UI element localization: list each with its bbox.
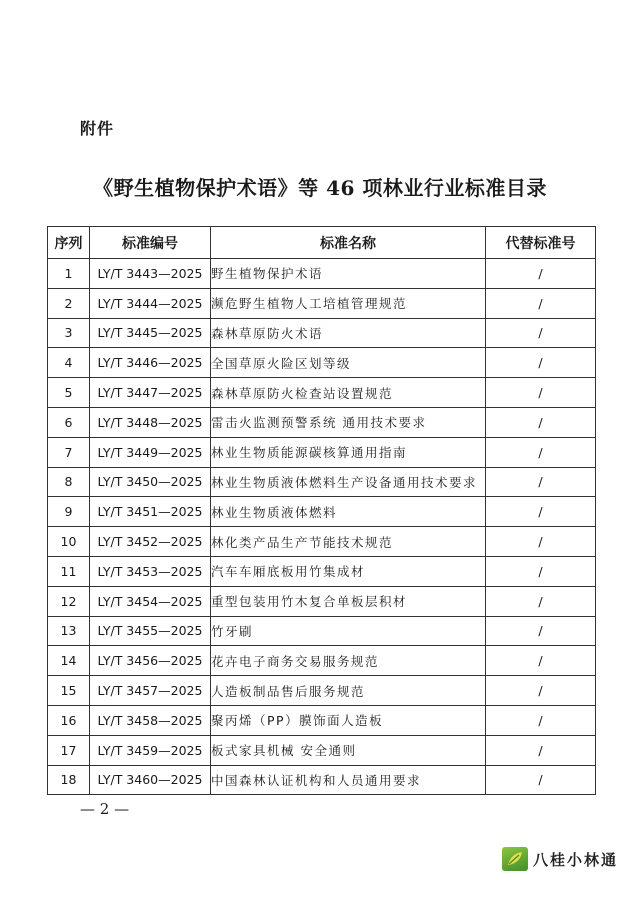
row-seq-cell: 3 xyxy=(48,318,90,348)
row-code-cell: LY/T 3455—2025 xyxy=(90,616,211,646)
table-row xyxy=(48,497,596,527)
row-seq-cell: 12 xyxy=(48,586,90,616)
header-replaces: 代替标准号 xyxy=(486,227,596,259)
table-row xyxy=(48,586,596,616)
table-row xyxy=(48,437,596,467)
row-seq-cell: 9 xyxy=(48,497,90,527)
row-replaces-cell: / xyxy=(486,676,596,706)
row-name-cell: 人造板制品售后服务规范 xyxy=(211,676,486,706)
row-seq-cell: 1 xyxy=(48,259,90,289)
row-name-cell: 重型包装用竹木复合单板层积材 xyxy=(211,586,486,616)
row-code-cell: LY/T 3452—2025 xyxy=(90,527,211,557)
row-replaces-cell: / xyxy=(486,259,596,289)
row-name-cell: 野生植物保护术语 xyxy=(211,259,486,289)
row-code-cell: LY/T 3445—2025 xyxy=(90,318,211,348)
row-code-cell: LY/T 3459—2025 xyxy=(90,735,211,765)
row-code-cell: LY/T 3451—2025 xyxy=(90,497,211,527)
row-replaces-cell: / xyxy=(486,765,596,795)
table-row xyxy=(48,527,596,557)
row-replaces-cell: / xyxy=(486,735,596,765)
row-name-cell: 森林草原防火术语 xyxy=(211,318,486,348)
row-seq-cell: 14 xyxy=(48,646,90,676)
row-seq-cell: 7 xyxy=(48,437,90,467)
table-row xyxy=(48,407,596,437)
row-seq-cell: 10 xyxy=(48,527,90,557)
row-replaces-cell: / xyxy=(486,586,596,616)
row-replaces-cell: / xyxy=(486,705,596,735)
row-name-cell: 花卉电子商务交易服务规范 xyxy=(211,646,486,676)
row-seq-cell: 8 xyxy=(48,467,90,497)
row-code-cell: LY/T 3457—2025 xyxy=(90,676,211,706)
row-code-cell: LY/T 3456—2025 xyxy=(90,646,211,676)
row-seq-cell: 4 xyxy=(48,348,90,378)
header-name: 标准名称 xyxy=(211,227,486,259)
row-seq-cell: 18 xyxy=(48,765,90,795)
standards-table xyxy=(47,226,596,795)
row-code-cell: LY/T 3446—2025 xyxy=(90,348,211,378)
row-name-cell: 聚丙烯（PP）膜饰面人造板 xyxy=(211,705,486,735)
row-code-cell: LY/T 3458—2025 xyxy=(90,705,211,735)
table-row xyxy=(48,765,596,795)
row-name-cell: 汽车车厢底板用竹集成材 xyxy=(211,556,486,586)
row-name-cell: 林业生物质液体燃料生产设备通用技术要求 xyxy=(211,467,486,497)
table-row xyxy=(48,378,596,408)
row-code-cell: LY/T 3460—2025 xyxy=(90,765,211,795)
header-code: 标准编号 xyxy=(90,227,211,259)
row-name-cell: 林业生物质液体燃料 xyxy=(211,497,486,527)
row-name-cell: 竹牙刷 xyxy=(211,616,486,646)
row-name-cell: 森林草原防火检查站设置规范 xyxy=(211,378,486,408)
row-code-cell: LY/T 3449—2025 xyxy=(90,437,211,467)
row-code-cell: LY/T 3443—2025 xyxy=(90,259,211,289)
attachment-label: 附件 xyxy=(80,119,115,138)
row-name-cell: 林业生物质能源碳核算通用指南 xyxy=(211,437,486,467)
watermark-text: 八桂小林通 xyxy=(533,850,619,869)
table-body xyxy=(48,259,596,795)
row-replaces-cell: / xyxy=(486,407,596,437)
leaf-logo-icon xyxy=(502,847,528,871)
row-replaces-cell: / xyxy=(486,556,596,586)
row-seq-cell: 16 xyxy=(48,705,90,735)
table-row xyxy=(48,676,596,706)
row-seq-cell: 17 xyxy=(48,735,90,765)
row-seq-cell: 6 xyxy=(48,407,90,437)
table-row xyxy=(48,259,596,289)
row-seq-cell: 13 xyxy=(48,616,90,646)
header-seq: 序列 xyxy=(48,227,90,259)
page-number: — 2 — xyxy=(80,800,130,818)
row-name-cell: 板式家具机械 安全通则 xyxy=(211,735,486,765)
row-name-cell: 全国草原火险区划等级 xyxy=(211,348,486,378)
row-replaces-cell: / xyxy=(486,467,596,497)
row-code-cell: LY/T 3444—2025 xyxy=(90,288,211,318)
row-name-cell: 中国森林认证机构和人员通用要求 xyxy=(211,765,486,795)
row-replaces-cell: / xyxy=(486,646,596,676)
table-row xyxy=(48,348,596,378)
row-code-cell: LY/T 3453—2025 xyxy=(90,556,211,586)
row-seq-cell: 11 xyxy=(48,556,90,586)
row-seq-cell: 15 xyxy=(48,676,90,706)
row-seq-cell: 5 xyxy=(48,378,90,408)
table-header-row xyxy=(48,227,596,259)
table-row xyxy=(48,556,596,586)
document-title: 《野生植物保护术语》等 46 项林业行业标准目录 xyxy=(93,176,547,200)
table-row xyxy=(48,318,596,348)
table-row xyxy=(48,705,596,735)
row-replaces-cell: / xyxy=(486,437,596,467)
row-replaces-cell: / xyxy=(486,378,596,408)
row-name-cell: 林化类产品生产节能技术规范 xyxy=(211,527,486,557)
row-name-cell: 濒危野生植物人工培植管理规范 xyxy=(211,288,486,318)
row-name-cell: 雷击火监测预警系统 通用技术要求 xyxy=(211,407,486,437)
row-replaces-cell: / xyxy=(486,497,596,527)
watermark xyxy=(502,846,618,872)
row-code-cell: LY/T 3454—2025 xyxy=(90,586,211,616)
table-row xyxy=(48,646,596,676)
row-code-cell: LY/T 3448—2025 xyxy=(90,407,211,437)
table-row xyxy=(48,616,596,646)
row-seq-cell: 2 xyxy=(48,288,90,318)
table-row xyxy=(48,467,596,497)
row-replaces-cell: / xyxy=(486,527,596,557)
row-code-cell: LY/T 3450—2025 xyxy=(90,467,211,497)
row-replaces-cell: / xyxy=(486,288,596,318)
row-replaces-cell: / xyxy=(486,616,596,646)
row-replaces-cell: / xyxy=(486,348,596,378)
table-row xyxy=(48,288,596,318)
row-replaces-cell: / xyxy=(486,318,596,348)
table-row xyxy=(48,735,596,765)
row-code-cell: LY/T 3447—2025 xyxy=(90,378,211,408)
